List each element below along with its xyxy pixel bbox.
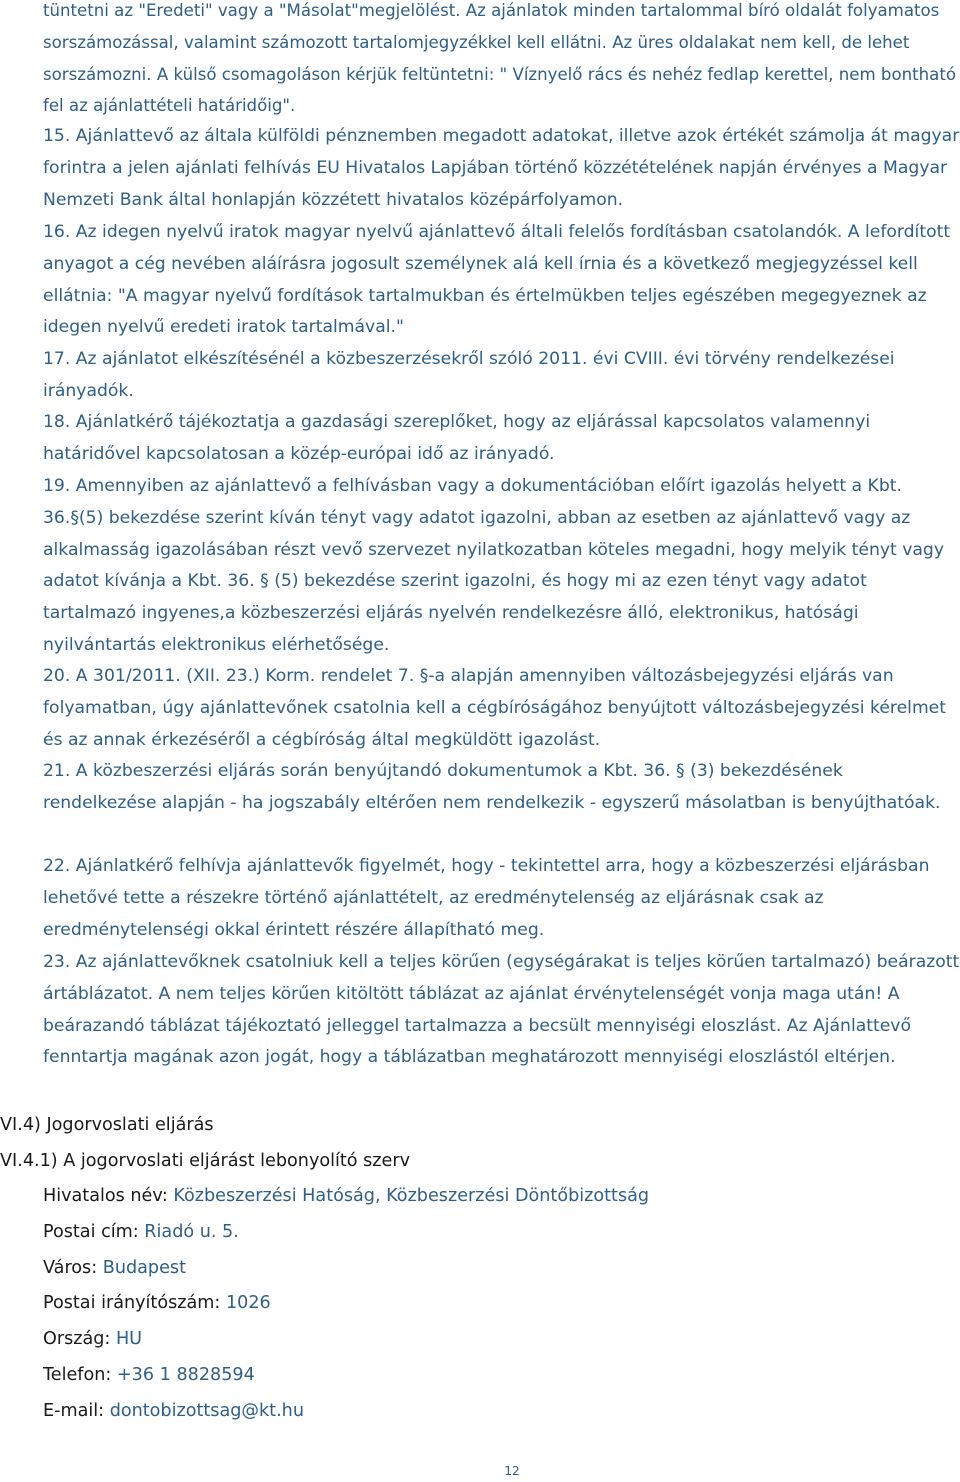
paragraph-21-simple-copies: 21. A közbeszerzési eljárás során benyújtandó dokumentumok a Kbt. 36. § (3) bekezdésének rendelkezése alapján - ha jogszabály eltérően nem rendelkezik - egyszerű másolatban is benyújthatóak. <box>43 761 941 813</box>
page-number: 12 <box>504 1464 520 1478</box>
postal-code-value: 1026 <box>225 1293 271 1313</box>
paragraph-15-currency-conversion: 15. Ajánlattevő az általa külföldi pénznemben megadott adatokat, illetve azok értékét számolja át magyar forintra a jelen ajánlati felhívás EU Hivatalos Lapjában történő közzétételének napján érvényes a Magyar Nemzeti Bank által honlapján közzétett hivatalos középárfolyamon. <box>43 126 960 210</box>
paragraph-23-price-table: 23. Az ajánlattevőknek csatolniuk kell a teljes körűen (egységárakat is teljes körűen tartalmazó) beárazott ártáblázatot. A nem teljes körűen kitöltött táblázat az ajánlat érvénytelenségét vonja maga után! A beárazandó táblázat tájékoztató jelleggel tartalmazza a becsült mennyiségi eloszlást. Az Ajánlattevő fenntartja magának azon jogát, hogy a táblázatban meghatározott mennyiségi eloszlástól eltérjen. <box>43 952 960 1068</box>
section-heading: VI.4) Jogorvoslati eljárás <box>0 1115 214 1135</box>
official-name-value: Közbeszerzési Hatóság, Közbeszerzési Döntőbizottság <box>173 1186 650 1206</box>
postal-code-label: Postai irányítószám: <box>43 1293 226 1313</box>
paragraph-20-change-registration: 20. A 301/2011. (XII. 23.) Korm. rendelet 7. §-a alapján amennyiben változásbejegyzési eljárás van folyamatban, úgy ajánlattevőnek csatolnia kell a cégbíróságához benyújtott változásbejegyzési kérelmet és az annak érkezéséről a cégbíróság által megküldött igazolást. <box>43 666 946 750</box>
official-name-row <box>43 1180 649 1212</box>
city-value: Budapest <box>102 1258 186 1278</box>
postal-address-value: Riadó u. 5. <box>144 1222 239 1242</box>
city-label: Város: <box>43 1258 103 1278</box>
phone-value: +36 1 8828594 <box>116 1365 255 1385</box>
paragraph-19-certificates: 19. Amennyiben az ajánlattevő a felhívásban vagy a dokumentációban előírt igazolás helyett a Kbt. 36.§(5) bekezdése szerint kíván tényt vagy adatot igazolni, abban az esetben az ajánlattevő vagy az alkalmasság igazolásában részt vevő szervezet nyilatkozatban köteles megadni, hogy melyik tényt vagy adatot kívánja a Kbt. 36. § (5) bekezdése szerint igazolni, és hogy mi az ezen tényt vagy adatot tartalmazó ingyenes,a közbeszerzési eljárás nyelvén rendelkezésre álló, elektronikus, hatósági nyilvántartás elektronikus elérhetősége. <box>43 476 945 655</box>
country-label: Ország: <box>43 1329 116 1349</box>
paragraph-18-time-zone: 18. Ajánlatkérő tájékoztatja a gazdasági szereplőket, hogy az eljárással kapcsolatos valamennyi határidővel kapcsolatosan a közép-európai idő az irányadó. <box>43 412 871 464</box>
email-link[interactable]: dontobizottsag@kt.hu <box>109 1401 304 1421</box>
postal-address-row <box>43 1216 239 1248</box>
phone-row <box>43 1359 255 1391</box>
phone-label: Telefon: <box>43 1365 117 1385</box>
country-value: HU <box>115 1329 143 1349</box>
email-label: E-mail: <box>43 1401 110 1421</box>
paragraph-submission-marking: tüntetni az "Eredeti" vagy a "Másolat"megjelölést. Az ajánlatok minden tartalommal bíró oldalát folyamatos sorszámozással, valamint számozott tartalomjegyzékkel kell ellátni. Az üres oldalakat nem kell, de lehet sorszámozni. A külső csomagoláson kérjük feltüntetni: " Víznyelő rács és nehéz fedlap kerettel, nem bontható fel az ajánlattételi határidőig". <box>43 1 956 116</box>
paragraph-22-lots: 22. Ajánlatkérő felhívja ajánlattevők figyelmét, hogy - tekintettel arra, hogy a közbeszerzési eljárásban lehetővé tette a részekre történő ajánlattételt, az eredménytelenség az eljárásnak csak az eredménytelenségi okkal érintett részére állapítható meg. <box>43 856 930 940</box>
postal-address-label: Postai cím: <box>43 1222 145 1242</box>
city-row <box>43 1252 186 1284</box>
official-name-label: Hivatalos név: <box>43 1186 174 1206</box>
subsection-heading: VI.4.1) A jogorvoslati eljárást lebonyolító szerv <box>0 1151 411 1171</box>
country-row <box>43 1323 142 1355</box>
paragraph-17-governing-law: 17. Az ajánlatot elkészítésénél a közbeszerzésekről szóló 2011. évi CVIII. évi törvény rendelkezései irányadók. <box>43 349 895 401</box>
email-row <box>43 1395 304 1427</box>
paragraph-16-translations: 16. Az idegen nyelvű iratok magyar nyelvű ajánlattevő általi felelős fordításban csatolandók. A lefordított anyagot a cég nevében aláírásra jogosult személynek alá kell írnia és a következő megjegyzéssel kell ellátnia: "A magyar nyelvű fordítások tartalmukban és értelmükben teljes egészében megegyeznek az idegen nyelvű eredeti iratok tartalmával." <box>43 222 951 338</box>
postal-code-row <box>43 1287 271 1319</box>
